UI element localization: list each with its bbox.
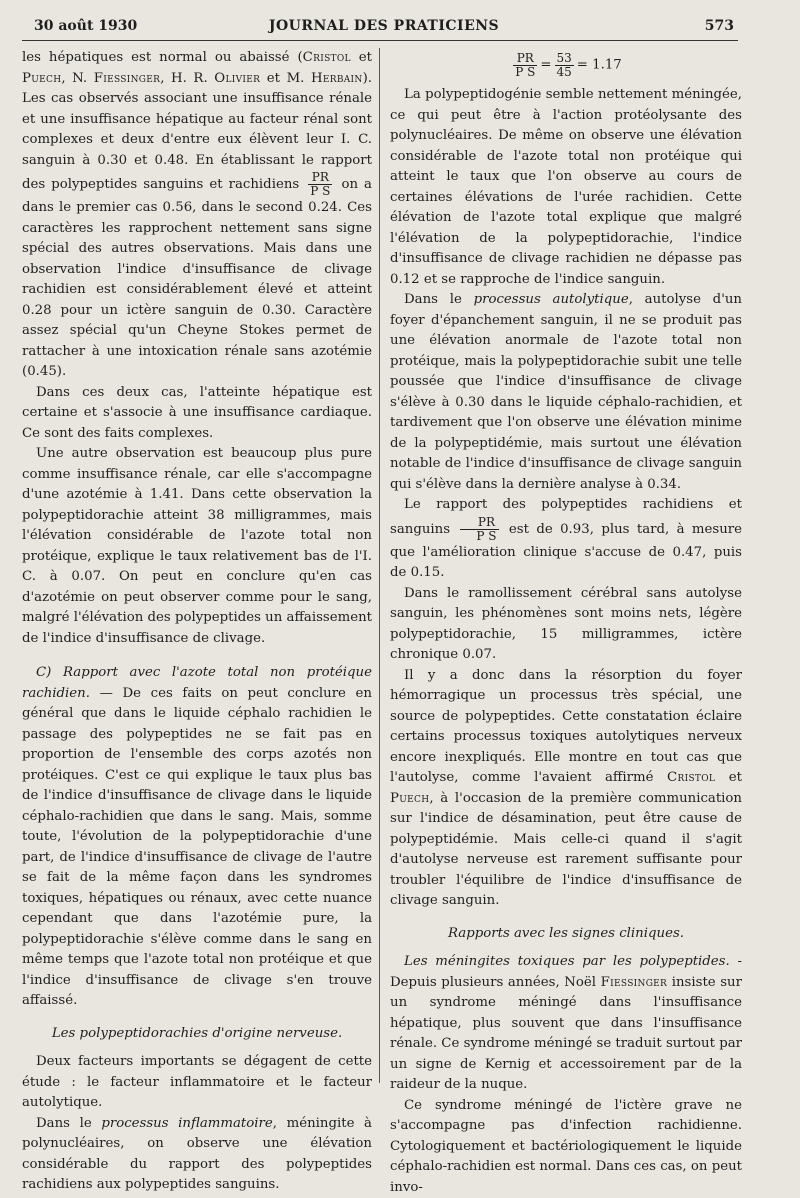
author-name: Fiessinger (94, 71, 161, 86)
paragraph: les hépatiques est normal ou abaissé (Cristol et Puech, N. Fiessinger, H. R. Olivier et M. Herbain). Les cas observés associant une insuffisance rénale et une insuffisance hépatique au facteur rénal sont complexes et deux d'entre eux élèvent leur I. C. sanguin à 0.30 et 0.48. En établissant le rapport des polypeptides sanguins et rachidiens $\frac{PR}{\text{P S}}$ on a dans le premier cas 0.56, dans le second 0.24. Ces caractères les rapprochent nettement sans signe spécial des autres observations. Mais dans une observation l'indice d'insuffisance de clivage rachidien est considérablement élevé et atteint 0.28 pour un ictère sanguin de 0.30. Caractère assez spécial qu'un Cheyne Stokes permet de rattacher à une intoxication rénale sans azotémie (0.45). (22, 48, 372, 383)
paragraph: Dans le processus inflammatoire, méningite à polynucléaires, on observe une élévation considérable du rapport des polypeptides rachidiens aux polypeptides sanguins. (22, 1114, 372, 1196)
subsection-title: Les méningites toxiques par les polypeptides. (404, 954, 730, 969)
paragraph: Dans ces deux cas, l'atteinte hépatique est certaine et s'associe à une insuffisance cardiaque. Ce sont des faits complexes. (22, 383, 372, 445)
ratio-fraction: $\frac{PR}{\text{P S}}$ (460, 516, 498, 543)
paragraph: Deux facteurs importants se dégagent de cette étude : le facteur inflammatoire et le facteur autolytique. (22, 1052, 372, 1114)
author-name: Fiessinger (601, 975, 668, 990)
column-divider (379, 48, 380, 1083)
header-rule (22, 40, 738, 41)
right-column (390, 48, 742, 1198)
journal-title: JOURNAL DES PRATICIENS (34, 18, 734, 34)
paragraph: Une autre observation est beaucoup plus pure comme insuffisance rénale, car elle s'accompagne d'une azotémie à 1.41. Dans cette observation la polypeptidorachie atteint 38 milligrammes, mais l'élévation considérable de l'azote total non protéique, explique le taux relativement bas de l'I. C. à 0.07. On peut en conclure qu'en cas d'azotémie on peut observer comme pour le sang, malgré l'élévation des polypeptides un affaissement de l'indice d'insuffisance de clivage. (22, 444, 372, 649)
section-heading: Les polypeptidorachies d'origine nerveuse. (22, 1024, 372, 1045)
author-name: Puech (390, 791, 429, 806)
paragraph: Il y a donc dans la résorption du foyer hémorragique un processus très spécial, une source de polypeptides. Cette constatation éclaire certains processus toxiques autolytiques nerveux encore inexpliqués. Elle montre en tout cas que l'autolyse, comme l'avaient affirmé Cristol et Puech, à l'occasion de la première communication sur l'indice de désamination, peut être cause de polypeptidémie. Mais celle-ci quand il s'agit d'autolyse nerveuse est rarement suffisante pour troubler l'équilibre de l'indice d'insuffisance de clivage sanguin. (390, 666, 742, 912)
ratio-fraction: $\frac{PR}{\text{P S}}$ (308, 171, 332, 198)
author-name: Cristol (667, 770, 715, 785)
paragraph: Les méningites toxiques par les polypeptides. - Depuis plusieurs années, Noël Fiessinger insiste sur un syndrome méningé dans l'insuffisance hépatique, plus souvent que dans l'insuffisance rénale. Ce syndrome méningé se traduit surtout par un signe de Kernig et accessoirement par de la raideur de la nuque. (390, 952, 742, 1096)
paragraph: C) Rapport avec l'azote total non protéique rachidien. — De ces faits on peut conclure en général que dans le liquide céphalo rachidien le passage des polypeptides ne se fait pas en proportion de l'ensemble des corps azotés non protéiques. C'est ce qui explique le taux plus bas de l'indice d'insuffisance de clivage dans le liquide céphalo-rachidien que dans le sang. Mais, somme toute, l'évolution de la polypeptidorachie d'une part, de l'indice d'insuffisance de clivage de l'autre se fait de la même façon dans les syndromes toxiques, hépatiques ou rénaux, avec cette nuance cependant que dans l'azotémie pure, la polypeptidorachie s'élève comme dans le sang en même temps que l'azote total non protéique et que l'indice d'insuffisance de clivage s'en trouve affaissé. (22, 663, 372, 1012)
author-name: Herbain (311, 71, 363, 86)
formula: $\frac{PR}{\text{P S}}$ = $\frac{53}{45}$ = 1.17 (390, 52, 742, 79)
page-number: 573 (705, 18, 734, 34)
running-header (34, 14, 734, 36)
issue-date: 30 août 1930 (34, 18, 137, 34)
author-name: Puech (22, 71, 61, 86)
author-name: Olivier (214, 71, 260, 86)
paragraph: Ce syndrome méningé de l'ictère grave ne s'accompagne pas d'infection rachidienne. Cytologiquement et bactériologiquement le liquide céphalo-rachidien est normal. Dans ces cas, on peut invo- (390, 1096, 742, 1198)
paragraph: Dans le processus autolytique, autolyse d'un foyer d'épanchement sanguin, il ne se produit pas une élévation anormale de l'azote total non protéique, mais la polypeptidorachie subit une telle poussée que l'indice d'insuffisance de clivage s'élève à 0.30 dans le liquide céphalo-rachidien, et tardivement que l'on observe une élévation minime de la polypeptidémie, mais surtout une élévation notable de l'indice d'insuffisance de clivage sanguin qui s'élève dans la dernière analyse à 0.34. (390, 290, 742, 495)
paragraph: Le rapport des polypeptides rachidiens et sanguins $\frac{PR}{\text{P S}}$ est de 0.93, plus tard, à mesure que l'amélioration clinique s'accuse de 0.47, puis de 0.15. (390, 495, 742, 584)
left-column (22, 48, 372, 1196)
author-name: Cristol (303, 50, 351, 65)
subsection-title: C) Rapport avec l'azote total non protéique rachidien. (22, 665, 372, 701)
paragraph: Dans le ramollissement cérébral sans autolyse sanguin, les phénomènes sont moins nets, légère polypeptidorachie, 15 milligrammes, ictère chronique 0.07. (390, 584, 742, 666)
paragraph: La polypeptidogénie semble nettement méningée, ce qui peut être à l'action protéolysante des polynucléaires. De même on observe une élévation considérable de l'azote total non protéique qui atteint le taux que l'on observe au cours de certaines élévations de l'urée rachidien. Cette élévation de l'azote total explique que malgré l'élévation de la polypeptidorachie, l'indice d'insuffisance de clivage rachidien ne dépasse pas 0.12 et se rapproche de l'indice sanguin. (390, 85, 742, 290)
section-heading: Rapports avec les signes cliniques. (390, 924, 742, 945)
